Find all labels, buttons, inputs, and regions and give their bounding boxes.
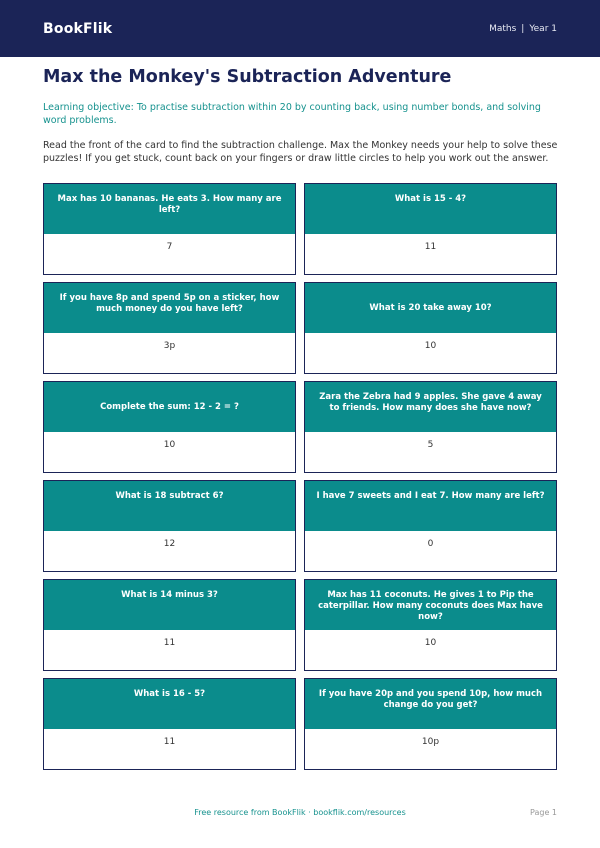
card-grid <box>43 183 557 770</box>
question-card <box>43 579 296 671</box>
card-question: What is 15 - 4? <box>305 184 556 234</box>
intro-text: Read the front of the card to find the subtraction challenge. Max the Monkey needs your help to solve these puzzles! If you get stuck, count back on your fingers or draw little circles to help you work out the answer. <box>43 140 558 164</box>
meta-separator: | <box>521 23 525 34</box>
question-card <box>43 480 296 572</box>
page-title: Max the Monkey's Subtraction Adventure <box>43 67 452 87</box>
card-answer: 0 <box>305 531 556 571</box>
question-card <box>304 678 557 770</box>
card-answer: 12 <box>44 531 295 571</box>
learning-objective: Learning objective: To practise subtraction within 20 by counting back, using number bonds, and solving word problems. <box>43 102 541 126</box>
card-answer: 5 <box>305 432 556 472</box>
card-answer: 7 <box>44 234 295 274</box>
card-question: Max has 11 coconuts. He gives 1 to Pip the caterpillar. How many coconuts does Max have now? <box>305 580 556 630</box>
card-answer: 10 <box>44 432 295 472</box>
card-answer: 10 <box>305 333 556 373</box>
card-question: I have 7 sweets and I eat 7. How many are left? <box>305 481 556 531</box>
question-card <box>304 480 557 572</box>
subject-year <box>489 24 557 34</box>
card-answer: 3p <box>44 333 295 373</box>
card-question: What is 18 subtract 6? <box>44 481 295 531</box>
top-header-bar <box>0 0 600 57</box>
footer-link[interactable]: Free resource from BookFlik · bookflik.com/resources <box>194 808 406 817</box>
card-answer: 11 <box>44 630 295 670</box>
page-number: Page 1 <box>530 808 557 817</box>
question-card <box>304 381 557 473</box>
card-question: Zara the Zebra had 9 apples. She gave 4 away to friends. How many does she have now? <box>305 382 556 432</box>
question-card <box>43 282 296 374</box>
question-card <box>43 381 296 473</box>
card-question: What is 14 minus 3? <box>44 580 295 630</box>
card-question: Complete the sum: 12 - 2 = ? <box>44 382 295 432</box>
question-card <box>43 183 296 275</box>
card-answer: 11 <box>44 729 295 769</box>
card-question: If you have 20p and you spend 10p, how much change do you get? <box>305 679 556 729</box>
card-question: What is 16 - 5? <box>44 679 295 729</box>
card-answer: 11 <box>305 234 556 274</box>
question-card <box>304 282 557 374</box>
card-answer: 10p <box>305 729 556 769</box>
question-card <box>304 579 557 671</box>
question-card <box>304 183 557 275</box>
card-answer: 10 <box>305 630 556 670</box>
subject-label: Maths <box>489 23 517 34</box>
question-card <box>43 678 296 770</box>
brand-logo[interactable]: BookFlik <box>43 20 113 37</box>
year-label: Year 1 <box>529 23 557 34</box>
card-question: What is 20 take away 10? <box>305 283 556 333</box>
card-question: Max has 10 bananas. He eats 3. How many are left? <box>44 184 295 234</box>
card-question: If you have 8p and spend 5p on a sticker, how much money do you have left? <box>44 283 295 333</box>
